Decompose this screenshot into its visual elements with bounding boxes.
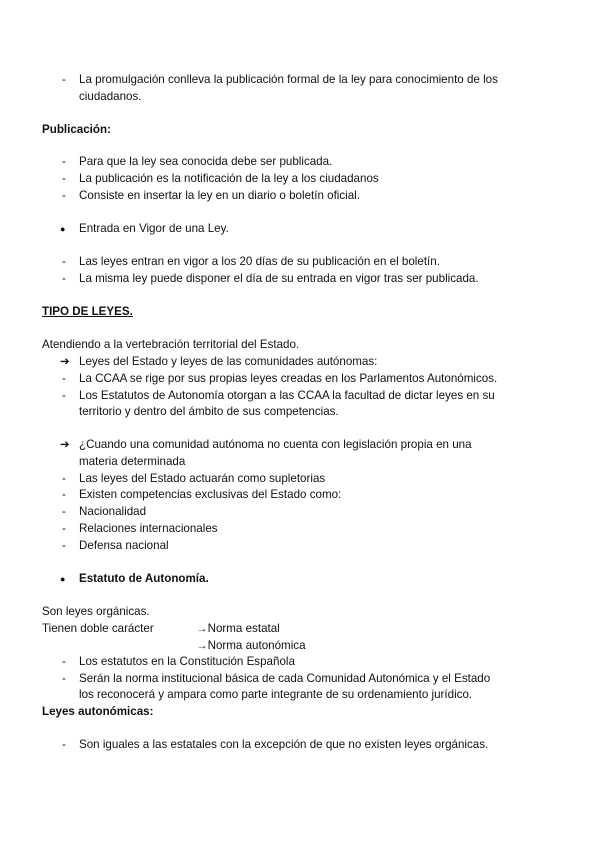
tipo-arrow-1: Leyes del Estado y leyes de las comunidades autónomas: bbox=[79, 355, 378, 368]
autonomicas-item: Son iguales a las estatales con la excepción de que no existen leyes orgánicas. bbox=[79, 738, 489, 751]
dash-marker: - bbox=[62, 522, 66, 535]
dash-marker: - bbox=[62, 738, 66, 751]
tipo-item: Los Estatutos de Autonomía otorgan a las CCAA la facultad de dictar leyes en su bbox=[79, 389, 495, 402]
bullet-marker: ● bbox=[60, 224, 66, 234]
tipo-intro: Atendiendo a la vertebración territorial del Estado. bbox=[42, 338, 300, 351]
vigor-bullet: Entrada en Vigor de una Ley. bbox=[79, 222, 229, 235]
intro-line-1: La promulgación conlleva la publicación formal de la ley para conocimiento de los bbox=[79, 73, 498, 86]
estatuto-arrow-estatal: →Norma estatal bbox=[196, 622, 280, 635]
vigor-item: Las leyes entran en vigor a los 20 días de su publicación en el boletín. bbox=[79, 255, 440, 268]
tipo-list-item: Defensa nacional bbox=[79, 539, 169, 552]
tipo-item: La CCAA se rige por sus propias leyes creadas en los Parlamentos Autonómicos. bbox=[79, 372, 498, 385]
publicacion-item: Consiste en insertar la ley en un diario o boletín oficial. bbox=[79, 189, 360, 202]
autonomicas-heading: Leyes autonómicas: bbox=[42, 705, 154, 718]
dash-marker: - bbox=[62, 255, 66, 268]
tipo-list-item: Existen competencias exclusivas del Estado como: bbox=[79, 488, 342, 501]
publicacion-item: La publicación es la notificación de la ley a los ciudadanos bbox=[79, 172, 379, 185]
tipo-item-cont: territorio y dentro del ámbito de sus competencias. bbox=[79, 405, 339, 418]
dash-marker: - bbox=[62, 372, 66, 385]
estatuto-line-1: Son leyes orgánicas. bbox=[42, 605, 150, 618]
dash-marker: - bbox=[62, 172, 66, 185]
estatuto-arrow-autonomica: →Norma autonómica bbox=[196, 639, 306, 652]
estatuto-item: Serán la norma institucional básica de cada Comunidad Autonómica y el Estado bbox=[79, 672, 491, 685]
publicacion-item: Para que la ley sea conocida debe ser publicada. bbox=[79, 155, 333, 168]
dash-marker: - bbox=[62, 505, 66, 518]
dash-marker: - bbox=[62, 389, 66, 402]
arrow-marker: ➔ bbox=[60, 355, 70, 368]
tipo-arrow-2: ¿Cuando una comunidad autónoma no cuenta con legislación propia en una bbox=[79, 438, 472, 451]
dash-marker: - bbox=[62, 655, 66, 668]
estatuto-item: Los estatutos en la Constitución Española bbox=[79, 655, 295, 668]
tipo-list-item: Relaciones internacionales bbox=[79, 522, 218, 535]
dash-marker: - bbox=[62, 272, 66, 285]
dash-marker: - bbox=[62, 672, 66, 685]
tipo-list-item: Nacionalidad bbox=[79, 505, 147, 518]
bullet-marker: ● bbox=[60, 574, 66, 584]
tipo-arrow-2-cont: materia determinada bbox=[79, 455, 186, 468]
dash-marker: - bbox=[62, 155, 66, 168]
tipo-list-item: Las leyes del Estado actuarán como supletorias bbox=[79, 472, 326, 485]
publicacion-heading: Publicación: bbox=[42, 123, 111, 136]
vigor-item: La misma ley puede disponer el día de su entrada en vigor tras ser publicada. bbox=[79, 272, 479, 285]
estatuto-item-cont: los reconocerá y ampara como parte integrante de su ordenamiento jurídico. bbox=[79, 688, 473, 701]
estatuto-bullet: Estatuto de Autonomía. bbox=[79, 572, 209, 585]
dash-marker: - bbox=[62, 189, 66, 202]
dash-marker: - bbox=[62, 73, 66, 86]
arrow-marker: ➔ bbox=[60, 438, 70, 451]
tipo-heading: TIPO DE LEYES. bbox=[42, 305, 133, 318]
estatuto-line-2: Tienen doble carácter bbox=[42, 622, 154, 635]
dash-marker: - bbox=[62, 488, 66, 501]
dash-marker: - bbox=[62, 472, 66, 485]
intro-line-2: ciudadanos. bbox=[79, 90, 142, 103]
dash-marker: - bbox=[62, 539, 66, 552]
